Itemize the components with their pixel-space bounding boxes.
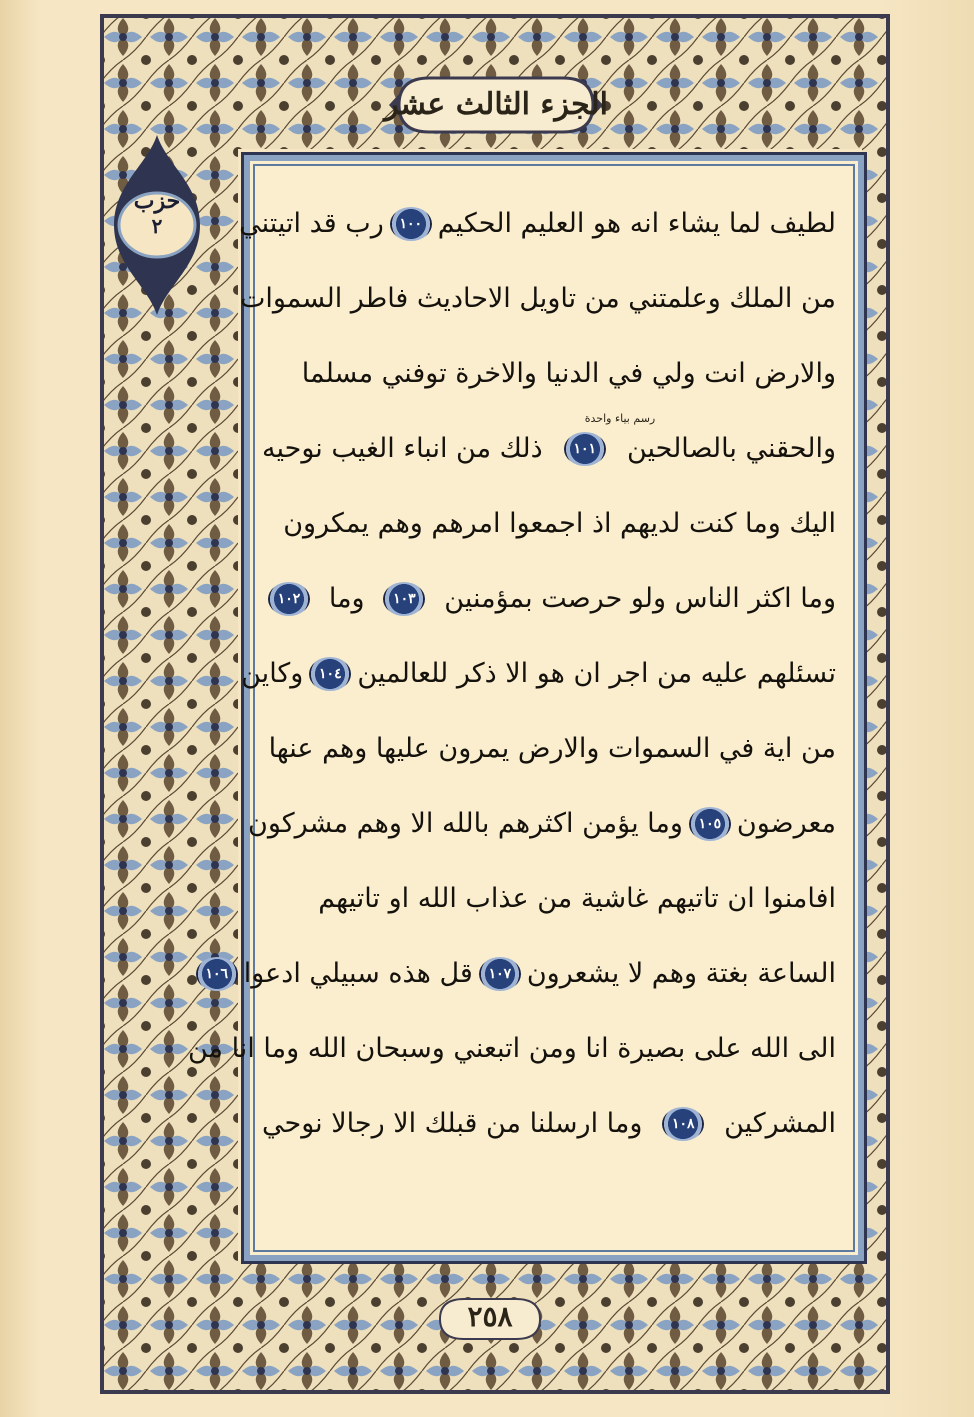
ayah-marker-icon: ١٠٦ <box>196 957 238 991</box>
verse-text: اليك وما كنت لديهم اذ اجمعوا امرهم وهم يمكرون <box>283 508 836 539</box>
ayah-marker-icon: ١٠٣ <box>383 582 425 616</box>
hizb-number: ٢ <box>151 214 163 238</box>
verse-line <box>262 411 836 486</box>
verse-line <box>262 711 836 786</box>
verse-text: المشركين <box>724 1108 836 1139</box>
verse-text: رب قد اتيتني <box>239 208 384 239</box>
verse-text: والحقني بالصالحين <box>626 433 836 464</box>
juz-title: الجزء الثالث عشر <box>384 86 608 122</box>
verse-line <box>187 1011 836 1086</box>
verse-line <box>241 636 836 711</box>
verse-text: وما يؤمن اكثرهم بالله الا وهم مشركون <box>247 808 683 839</box>
hizb-label: حزب <box>133 188 181 214</box>
verse-text: الساعة بغتة وهم لا يشعرون <box>526 958 836 989</box>
verse-text: تسئلهم عليه من اجر ان هو الا ذكر للعالمين <box>357 658 836 689</box>
verse-line <box>262 561 836 636</box>
ayah-marker-icon: ١٠٢ <box>268 582 310 616</box>
verse-line <box>205 936 836 1011</box>
verse-text: وما <box>328 583 365 614</box>
verse-line <box>262 1086 836 1161</box>
ayah-marker-icon: ١٠٤ <box>309 657 351 691</box>
verse-text: وما ارسلنا من قبلك الا رجالا نوحي <box>262 1108 643 1139</box>
verse-line <box>262 861 836 936</box>
ayah-marker-icon: ١٠٧ <box>479 957 521 991</box>
verse-text: ذلك من انباء الغيب نوحيه <box>262 433 543 464</box>
verse-text: وكاين <box>241 658 304 689</box>
verse-text: قل هذه سبيلي ادعوا <box>243 958 473 989</box>
verse-line <box>262 486 836 561</box>
verse-line <box>262 336 836 411</box>
verse-line <box>247 786 836 861</box>
verse-text: من اية في السموات والارض يمرون عليها وهم عنها <box>268 733 836 764</box>
ayah-marker-icon: ١٠١ <box>564 432 606 466</box>
margin-gloss: رسم بياء واحدة <box>584 412 656 425</box>
verse-lines <box>187 186 836 1236</box>
page-number: ٢٥٨ <box>467 1300 513 1333</box>
verse-line <box>239 186 836 261</box>
ayah-marker-icon: ١٠٥ <box>689 807 731 841</box>
verse-line <box>239 261 836 336</box>
verse-text: من الملك وعلمتني من تاويل الاحاديث فاطر السموات <box>239 283 836 314</box>
verse-text: لطيف لما يشاء انه هو العليم الحكيم <box>437 208 836 239</box>
verse-text: افامنوا ان تاتيهم غاشية من عذاب الله او تاتيهم <box>318 883 836 914</box>
verse-text: والارض انت ولي في الدنيا والاخرة توفني مسلما <box>301 358 836 389</box>
verse-text: معرضون <box>736 808 836 839</box>
verse-text: الى الله على بصيرة انا ومن اتبعني وسبحان الله وما انا من <box>187 1033 836 1064</box>
ayah-marker-icon: ١٠٠ <box>390 207 432 241</box>
ayah-marker-icon: ١٠٨ <box>662 1107 704 1141</box>
verse-text: وما اكثر الناس ولو حرصت بمؤمنين <box>444 583 836 614</box>
